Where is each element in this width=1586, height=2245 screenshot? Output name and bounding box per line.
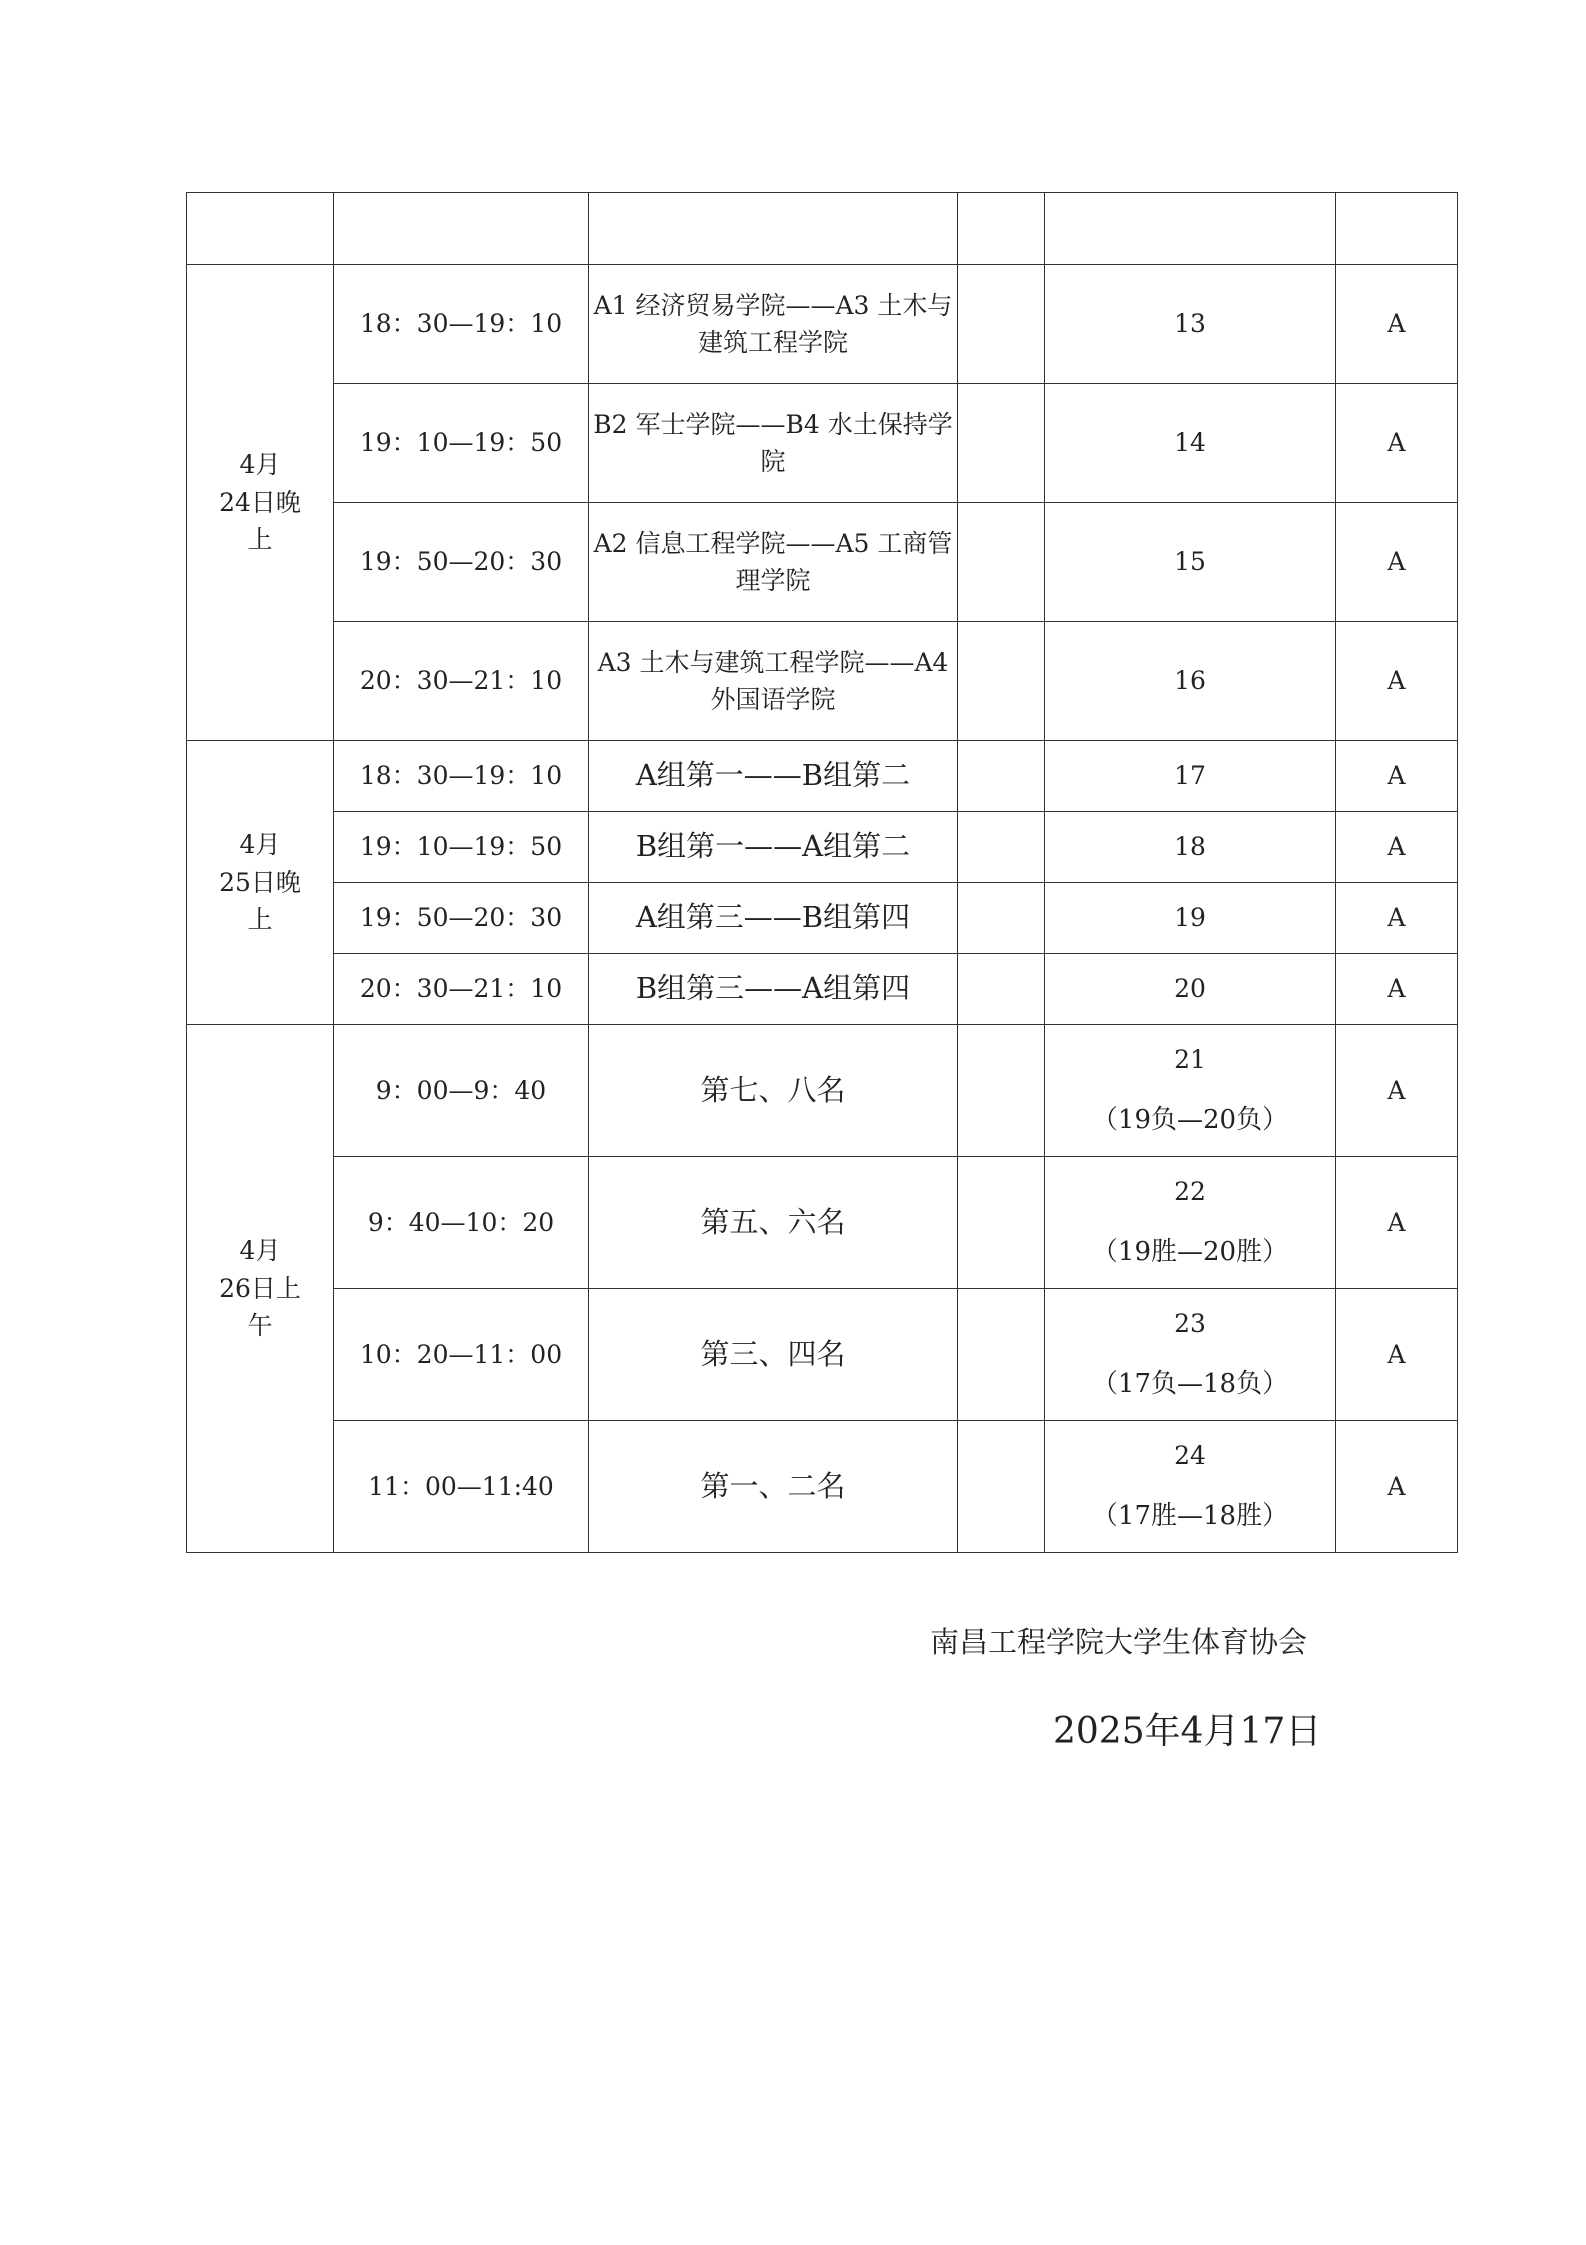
time-cell: 20：30—21：10 <box>334 622 589 741</box>
time-cell: 18：30—19：10 <box>334 741 589 812</box>
table-row <box>187 1157 1458 1289</box>
table-row <box>187 384 1458 503</box>
game-number: 23 <box>1174 1309 1206 1339</box>
date-cell: 4月 26日上 午 <box>187 1025 334 1553</box>
venue-cell: A <box>1336 503 1458 622</box>
game-number-cell <box>1045 1289 1336 1421</box>
match-cell: 第一、二名 <box>589 1421 958 1553</box>
match-cell: A1 经济贸易学院——A3 土木与建筑工程学院 <box>589 265 958 384</box>
time-cell: 19：10—19：50 <box>334 384 589 503</box>
game-number-cell <box>1045 1157 1336 1289</box>
table-row <box>187 1289 1458 1421</box>
game-number-cell: 18 <box>1045 812 1336 883</box>
game-result-note: （17胜—18胜） <box>1091 1500 1289 1531</box>
game-number-cell: 17 <box>1045 741 1336 812</box>
venue-cell: A <box>1336 1025 1458 1157</box>
empty-cell <box>958 384 1045 503</box>
schedule-table <box>186 192 1458 1553</box>
venue-cell: A <box>1336 265 1458 384</box>
match-cell: B组第一——A组第二 <box>589 812 958 883</box>
time-cell: 11：00—11:40 <box>334 1421 589 1553</box>
time-cell: 19：50—20：30 <box>334 503 589 622</box>
game-number-cell: 19 <box>1045 883 1336 954</box>
game-number-cell: 13 <box>1045 265 1336 384</box>
empty-cell <box>958 812 1045 883</box>
game-number: 22 <box>1174 1177 1206 1207</box>
organization-signature: 南昌工程学院大学生体育协会 <box>930 1625 1308 1659</box>
time-cell: 19：50—20：30 <box>334 883 589 954</box>
time-cell: 18：30—19：10 <box>334 265 589 384</box>
empty-cell <box>958 954 1045 1025</box>
match-cell: A组第三——B组第四 <box>589 883 958 954</box>
table-row <box>187 622 1458 741</box>
empty-cell <box>958 1157 1045 1289</box>
document-date: 2025年4月17日 <box>1053 1711 1322 1752</box>
match-cell: A3 土木与建筑工程学院——A4 外国语学院 <box>589 622 958 741</box>
game-number: 21 <box>1174 1045 1206 1075</box>
match-cell: 第三、四名 <box>589 1289 958 1421</box>
match-cell: A2 信息工程学院——A5 工商管理学院 <box>589 503 958 622</box>
empty-cell <box>958 741 1045 812</box>
time-cell: 9：00—9：40 <box>334 1025 589 1157</box>
empty-cell <box>958 622 1045 741</box>
venue-cell: A <box>1336 384 1458 503</box>
game-result-note: （19胜—20胜） <box>1091 1236 1289 1267</box>
table-row <box>187 883 1458 954</box>
game-number-cell <box>1045 1025 1336 1157</box>
venue-cell: A <box>1336 622 1458 741</box>
empty-cell <box>958 883 1045 954</box>
table-row <box>187 812 1458 883</box>
time-cell: 20：30—21：10 <box>334 954 589 1025</box>
match-cell: 第五、六名 <box>589 1157 958 1289</box>
time-cell: 19：10—19：50 <box>334 812 589 883</box>
venue-cell: A <box>1336 1289 1458 1421</box>
match-cell: B2 军士学院——B4 水土保持学院 <box>589 384 958 503</box>
game-result-note: （17负—18负） <box>1091 1368 1289 1399</box>
empty-cell <box>958 503 1045 622</box>
match-cell: B组第三——A组第四 <box>589 954 958 1025</box>
table-row <box>187 741 1458 812</box>
venue-cell: A <box>1336 1421 1458 1553</box>
table-row <box>187 1421 1458 1553</box>
match-cell: A组第一——B组第二 <box>589 741 958 812</box>
venue-cell: A <box>1336 954 1458 1025</box>
venue-cell: A <box>1336 812 1458 883</box>
empty-cell <box>958 1421 1045 1553</box>
empty-cell <box>958 1289 1045 1421</box>
game-number-cell: 16 <box>1045 622 1336 741</box>
game-number-cell: 20 <box>1045 954 1336 1025</box>
table-row <box>187 503 1458 622</box>
game-number: 24 <box>1174 1441 1206 1471</box>
date-cell: 4月 25日晚 上 <box>187 741 334 1025</box>
game-number-cell: 15 <box>1045 503 1336 622</box>
table-row <box>187 1025 1458 1157</box>
empty-cell <box>958 265 1045 384</box>
table-row <box>187 954 1458 1025</box>
venue-cell: A <box>1336 1157 1458 1289</box>
venue-cell: A <box>1336 741 1458 812</box>
game-number-cell <box>1045 1421 1336 1553</box>
empty-cell <box>958 1025 1045 1157</box>
time-cell: 9：40—10：20 <box>334 1157 589 1289</box>
table-row <box>187 265 1458 384</box>
game-number-cell: 14 <box>1045 384 1336 503</box>
venue-cell: A <box>1336 883 1458 954</box>
date-cell: 4月 24日晚 上 <box>187 265 334 741</box>
time-cell: 10：20—11：00 <box>334 1289 589 1421</box>
match-cell: 第七、八名 <box>589 1025 958 1157</box>
game-result-note: （19负—20负） <box>1091 1104 1289 1135</box>
continuation-row <box>187 193 1458 265</box>
